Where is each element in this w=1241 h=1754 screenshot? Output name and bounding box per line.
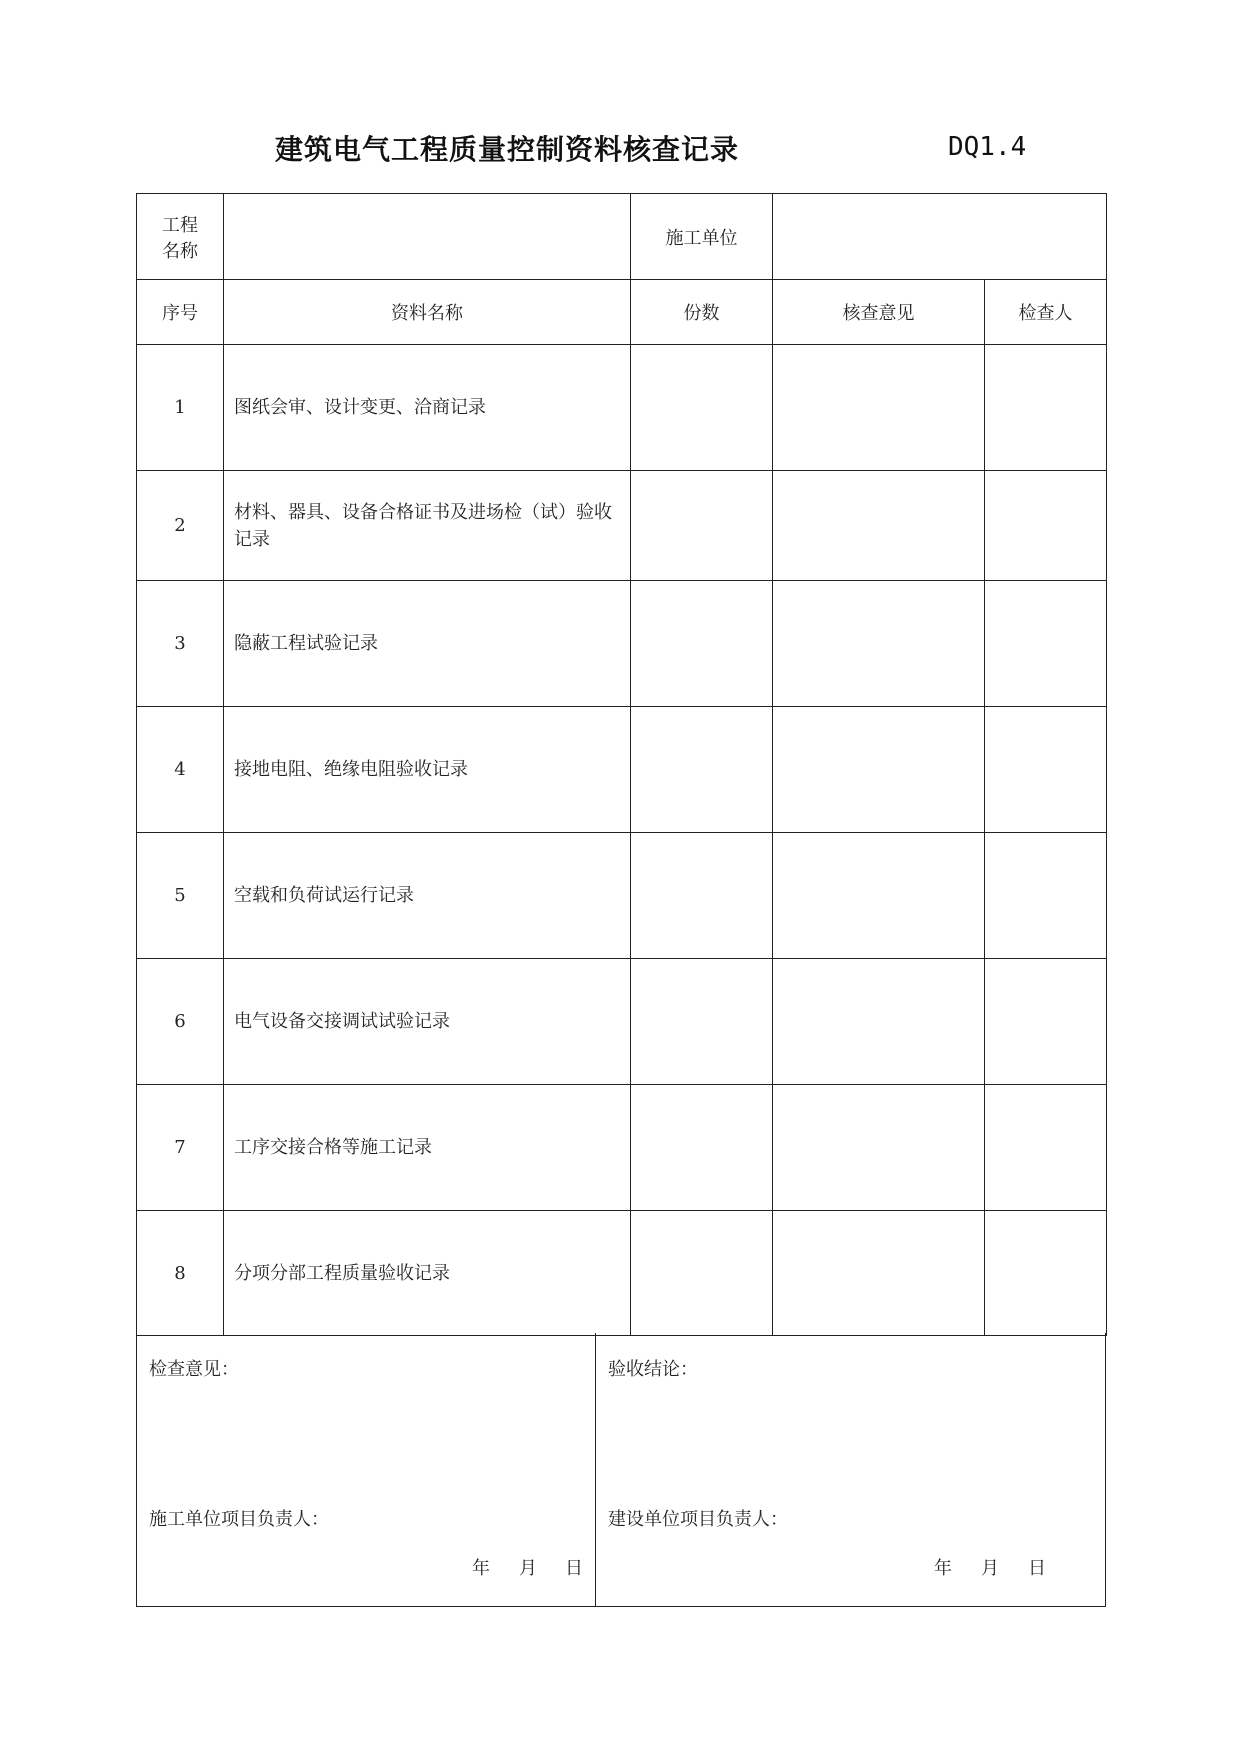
row-seq: 3 [137, 581, 224, 707]
row-opinion-cell[interactable] [773, 1085, 985, 1211]
row-checker-cell[interactable] [985, 581, 1107, 707]
contractor-label: 施工单位 [631, 194, 773, 280]
col-seq-header: 序号 [137, 280, 224, 345]
owner-manager-label: 建设单位项目负责人： [608, 1509, 788, 1530]
row-name: 空载和负荷试运行记录 [224, 833, 631, 959]
footer-divider [595, 1333, 596, 1606]
row-checker-cell[interactable] [985, 833, 1107, 959]
row-checker-cell[interactable] [985, 345, 1107, 471]
row-name: 分项分部工程质量验收记录 [224, 1211, 631, 1336]
row-copies-cell[interactable] [631, 581, 773, 707]
inspection-opinion-label: 检查意见： [149, 1359, 239, 1380]
row-seq: 8 [137, 1211, 224, 1336]
row-copies-cell[interactable] [631, 1085, 773, 1211]
table-row [137, 959, 1107, 1085]
row-checker-cell[interactable] [985, 1211, 1107, 1336]
table-row [137, 581, 1107, 707]
row-opinion-cell[interactable] [773, 959, 985, 1085]
footer-section [136, 1333, 1106, 1607]
table-row [137, 471, 1107, 581]
left-date-day: 日 [565, 1558, 583, 1579]
row-checker-cell[interactable] [985, 471, 1107, 581]
row-copies-cell[interactable] [631, 959, 773, 1085]
right-date-day: 日 [1028, 1558, 1046, 1579]
row-opinion-cell[interactable] [773, 471, 985, 581]
row-seq: 6 [137, 959, 224, 1085]
row-copies-cell[interactable] [631, 471, 773, 581]
row-name: 接地电阻、绝缘电阻验收记录 [224, 707, 631, 833]
row-copies-cell[interactable] [631, 345, 773, 471]
row-copies-cell[interactable] [631, 1211, 773, 1336]
row-seq: 5 [137, 833, 224, 959]
acceptance-conclusion-label: 验收结论： [608, 1359, 698, 1380]
left-date-month: 月 [519, 1558, 537, 1579]
row-name: 材料、器具、设备合格证书及进场检（试）验收记录 [224, 471, 631, 581]
table-row [137, 707, 1107, 833]
left-date-year: 年 [472, 1558, 490, 1579]
contractor-field[interactable] [773, 194, 1107, 280]
records-table [136, 193, 1107, 1336]
document-code: DQ1.4 [948, 132, 1027, 162]
col-copies-header: 份数 [631, 280, 773, 345]
row-name: 隐蔽工程试验记录 [224, 581, 631, 707]
row-checker-cell[interactable] [985, 707, 1107, 833]
project-name-label-cell [137, 194, 224, 280]
column-header-row [137, 280, 1107, 345]
row-checker-cell[interactable] [985, 959, 1107, 1085]
document-title: 建筑电气工程质量控制资料核查记录 [275, 133, 740, 166]
row-opinion-cell[interactable] [773, 833, 985, 959]
row-opinion-cell[interactable] [773, 345, 985, 471]
table-row [137, 833, 1107, 959]
row-checker-cell[interactable] [985, 1085, 1107, 1211]
row-opinion-cell[interactable] [773, 707, 985, 833]
row-copies-cell[interactable] [631, 833, 773, 959]
row-seq: 2 [137, 471, 224, 581]
project-name-field[interactable] [224, 194, 631, 280]
col-checker-header: 检查人 [985, 280, 1107, 345]
row-name: 图纸会审、设计变更、洽商记录 [224, 345, 631, 471]
row-seq: 7 [137, 1085, 224, 1211]
col-name-header: 资料名称 [224, 280, 631, 345]
row-name: 工序交接合格等施工记录 [224, 1085, 631, 1211]
row-seq: 1 [137, 345, 224, 471]
col-opinion-header: 核查意见 [773, 280, 985, 345]
row-opinion-cell[interactable] [773, 581, 985, 707]
project-name-label-line1: 工程 [162, 214, 198, 236]
right-date-month: 月 [981, 1558, 999, 1579]
row-copies-cell[interactable] [631, 707, 773, 833]
table-row [137, 1085, 1107, 1211]
row-opinion-cell[interactable] [773, 1211, 985, 1336]
row-seq: 4 [137, 707, 224, 833]
table-row [137, 1211, 1107, 1336]
project-name-label-line2: 名称 [162, 240, 198, 262]
table-row [137, 345, 1107, 471]
right-date-year: 年 [934, 1558, 952, 1579]
row-name: 电气设备交接调试试验记录 [224, 959, 631, 1085]
header-row [137, 194, 1107, 280]
contractor-manager-label: 施工单位项目负责人： [149, 1509, 329, 1530]
